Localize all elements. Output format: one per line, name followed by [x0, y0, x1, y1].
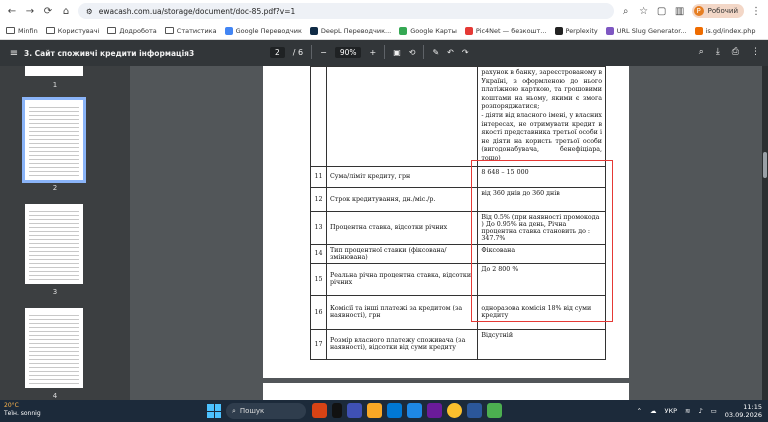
row-number: 15 [311, 263, 327, 295]
thumbnail-content [29, 208, 79, 280]
table-row [311, 263, 606, 295]
zoom-in-icon[interactable]: + [369, 47, 377, 57]
row-label: Сума/ліміт кредиту, грн [326, 166, 477, 187]
row-value: До 2 800 % [478, 263, 606, 295]
bookmark-minfin[interactable]: Minfin [6, 27, 38, 35]
bookmark-deepl[interactable]: DeepL Переводчик... [310, 27, 391, 35]
maps-icon [399, 27, 407, 35]
teams-icon[interactable] [347, 403, 362, 418]
divider [423, 45, 424, 59]
bookmark-star-icon[interactable]: ☆ [639, 5, 649, 17]
thumbnail-page-2[interactable] [25, 100, 83, 180]
bookmarks-bar [0, 22, 768, 40]
folder-icon [165, 27, 174, 34]
taskbar-search[interactable] [226, 403, 306, 419]
pdf-toolbar [0, 40, 768, 66]
table-row [311, 67, 606, 167]
photos-icon[interactable] [427, 403, 442, 418]
reload-icon[interactable]: ⟳ [43, 5, 53, 17]
bookmark-perplexity[interactable]: Perplexity [555, 27, 598, 35]
browser-toolbar [0, 0, 768, 22]
translate-icon [225, 27, 233, 35]
bookmark-dodrobota[interactable]: Додроботa [107, 27, 156, 35]
thumbnail-page-1[interactable] [25, 66, 83, 76]
search-doc-icon[interactable]: ⌕ [698, 47, 704, 57]
widget-app-icon[interactable] [312, 403, 327, 418]
scrollbar[interactable] [762, 66, 768, 400]
deepl-icon [310, 27, 318, 35]
pdf-actions [699, 47, 760, 57]
system-tray [637, 403, 762, 419]
row-number: 13 [311, 211, 327, 244]
pdf-page [263, 66, 629, 378]
scrollbar-thumb[interactable] [763, 152, 767, 178]
zoom-out-icon[interactable]: − [320, 47, 327, 57]
thumbnail-page-4[interactable] [25, 308, 83, 388]
profile-label: Робочий [707, 7, 738, 15]
clock[interactable] [725, 403, 762, 419]
row-number: 14 [311, 244, 327, 263]
bookmark-isgd[interactable]: is.gd/index.php [695, 27, 756, 35]
file-explorer-icon[interactable] [367, 403, 382, 418]
zoom-input[interactable]: 90% [335, 47, 362, 58]
paragraph: рахунок в банку, зареєстрованому в Україні, з оформленою до нього платіжною карткою, та грошовими коштами на ньому, якими є змога розпоряджатися; [481, 69, 603, 111]
back-icon[interactable]: ← [7, 5, 17, 17]
thumbnail-label: 2 [52, 184, 58, 192]
bookmark-google-translate[interactable]: Google Переводчик [225, 27, 302, 35]
bookmark-users[interactable]: Користувачі [46, 27, 100, 35]
slug-icon [606, 27, 614, 35]
store-icon[interactable] [407, 403, 422, 418]
row-number: 16 [311, 295, 327, 329]
bookmark-url-slug[interactable]: URL Slug Generator... [606, 27, 687, 35]
language-indicator[interactable]: УКР [664, 407, 678, 415]
table-cell [311, 67, 327, 167]
row-value: Фіксована [478, 244, 606, 263]
folder-icon [46, 27, 55, 34]
home-icon[interactable]: ⌂ [62, 5, 70, 17]
edge-icon[interactable] [387, 403, 402, 418]
thumbnail-content [29, 104, 79, 176]
zoom-icon[interactable]: ⌕ [622, 5, 629, 17]
battery-icon[interactable]: ▭ [710, 407, 717, 415]
paragraph: - діяти від власного імені, у власних інтересах, не отримувати кредит в якості представника третьої особи і не діяти на користь третьої особи (вигодонабувача, бенефіціара, тощо) [481, 111, 602, 162]
row-number: 11 [311, 166, 327, 187]
row-label: Тип процентної ставки (фіксована/змінювана) [326, 244, 477, 263]
row-label: Комісії та інші платежі за кредитом (за наявності), грн [326, 295, 477, 329]
table-cell [326, 67, 477, 167]
weather-temp: 20°C [4, 402, 19, 409]
folder-icon [107, 27, 116, 34]
bookmark-statistics[interactable]: Статистика [165, 27, 217, 35]
weather-widget[interactable] [4, 402, 41, 418]
chrome-icon[interactable] [447, 403, 462, 418]
row-label: Реальна річна процентна ставка, відсотки річних [326, 263, 477, 295]
app-icon[interactable] [487, 403, 502, 418]
forward-icon[interactable]: → [25, 5, 35, 17]
wifi-icon[interactable]: ≋ [685, 407, 691, 415]
hamburger-icon[interactable]: ≡ [9, 47, 19, 59]
bookmark-google-maps[interactable]: Google Карты [399, 27, 457, 35]
thumbnail-content [29, 312, 79, 384]
table-row [311, 244, 606, 263]
url-text: ewacash.com.ua/storage/document/doc-85.pdf?v=1 [98, 6, 296, 16]
menu-icon[interactable]: ⋮ [751, 5, 761, 17]
chevron-up-icon[interactable]: ⌃ [636, 407, 643, 415]
pic-icon [465, 27, 473, 35]
clock-time: 11:15 [743, 403, 762, 411]
table-row [311, 329, 606, 359]
pdf-title: 3. Сайт споживчі кредити інформація3 [24, 48, 195, 58]
pdf-page-next [263, 383, 629, 400]
taskbar-apps [312, 403, 502, 418]
site-settings-icon[interactable]: ⚙ [86, 6, 93, 16]
taskbar [0, 400, 768, 422]
table-cell [478, 67, 606, 167]
row-value: 8 648 – 15 000 [478, 166, 606, 187]
task-view-icon[interactable] [332, 403, 342, 418]
row-number: 17 [311, 329, 327, 359]
annotate-icon[interactable]: ✎ [432, 47, 440, 57]
thumbnail-page-3[interactable] [25, 204, 83, 284]
row-value: Від 0.5% (при наявності промокода ) До 0.95% на день, Річна процентна ставка становить до : 347.7% [478, 211, 606, 244]
thumbnail-sidebar [0, 66, 130, 400]
page-number-input[interactable]: 2 [270, 47, 285, 58]
divider [311, 45, 312, 59]
row-label: Строк кредитування, дн./міс./р. [326, 187, 477, 211]
thumbnail-label: 3 [52, 288, 58, 296]
total-pages: / 6 [292, 47, 304, 57]
extensions-icon[interactable]: ▢ [656, 5, 667, 17]
search-icon: ⌕ [232, 406, 236, 415]
address-bar[interactable] [78, 3, 614, 19]
table-row [311, 295, 606, 329]
download-icon[interactable]: ⤓ [715, 47, 720, 57]
perplexity-icon [555, 27, 563, 35]
table-row [311, 187, 606, 211]
search-placeholder: Пошук [239, 407, 265, 415]
folder-icon [6, 27, 15, 34]
side-panel-icon[interactable]: ▥ [674, 5, 685, 17]
cloud-icon[interactable]: ☁ [650, 407, 657, 415]
pdf-controls [270, 45, 469, 59]
avatar: P [694, 6, 704, 16]
print-icon[interactable]: ⎙ [731, 47, 739, 57]
more-icon[interactable]: ⋮ [751, 47, 760, 57]
profile-button[interactable] [692, 4, 744, 18]
row-value: одноразова комісія 18% від суми кредиту [478, 295, 606, 329]
fit-page-icon[interactable]: ▣ [393, 47, 401, 57]
redo-icon[interactable]: ↷ [461, 47, 469, 57]
divider [384, 45, 385, 59]
row-value: від 360 днів до 360 днів [478, 187, 606, 211]
start-button[interactable] [207, 404, 221, 418]
row-number: 12 [311, 187, 327, 211]
credit-info-table [310, 66, 606, 360]
table-row [311, 211, 606, 244]
clock-date: 03.09.2026 [724, 411, 762, 419]
bookmark-pic4net[interactable]: Pic4Net — безкошт... [465, 27, 547, 35]
thumbnail-label: 1 [52, 81, 58, 89]
volume-icon[interactable]: ♪ [698, 407, 703, 415]
rotate-icon[interactable]: ⟲ [408, 47, 416, 57]
document-viewport[interactable] [130, 66, 762, 400]
table-row [311, 166, 606, 187]
row-label: Розмір власного платежу споживача (за наявності), відсотки від суми кредиту [326, 329, 477, 359]
weather-text: Теїн. sonnig [4, 410, 41, 417]
undo-icon[interactable]: ↶ [447, 47, 454, 57]
isgd-icon [695, 27, 703, 35]
word-icon[interactable] [467, 403, 482, 418]
row-value: Відсутній [478, 329, 606, 359]
row-label: Процентна ставка, відсотки річних [326, 211, 477, 244]
thumbnail-label: 4 [52, 392, 58, 400]
